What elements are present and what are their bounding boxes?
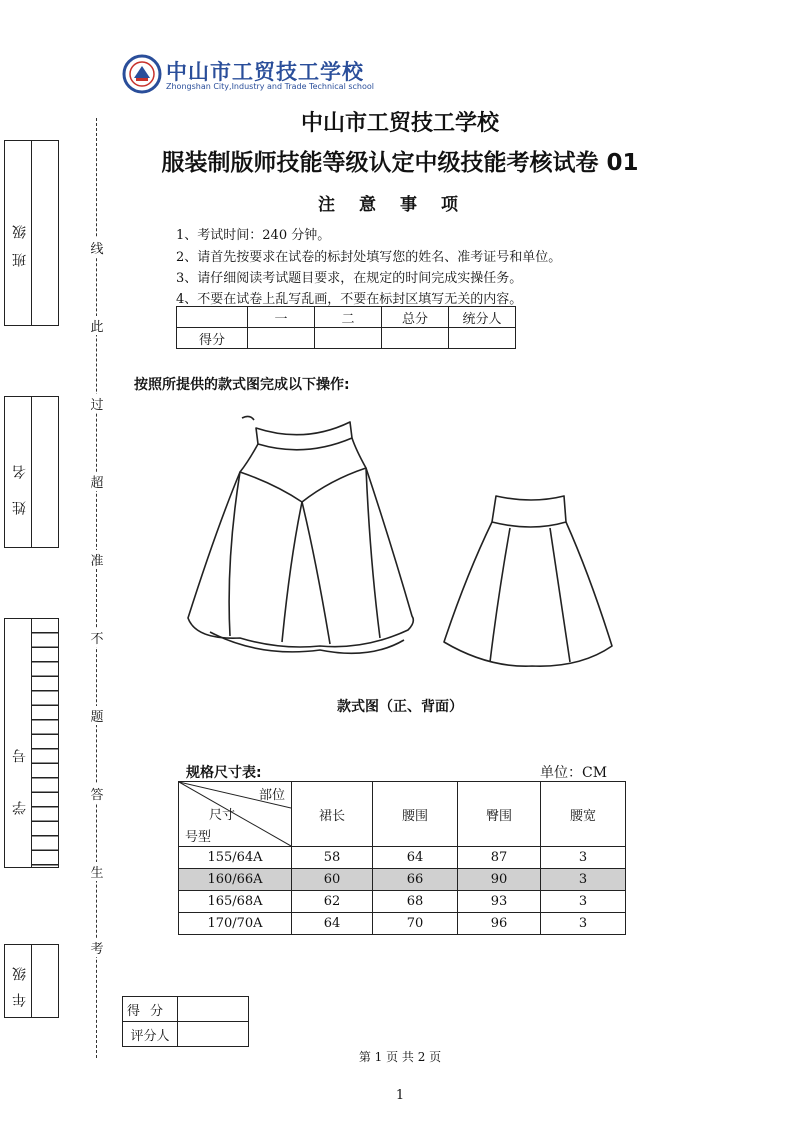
name-label: 姓名: [12, 443, 28, 515]
spec-corner-cell: [179, 782, 292, 847]
score-cell[interactable]: [248, 328, 315, 349]
school-name-en: Zhongshan City,Industry and Trade Technical school: [166, 82, 374, 91]
seal-char: 线: [88, 238, 106, 257]
grading-score-label: 得分: [123, 997, 178, 1022]
spec-value-cell: 3: [541, 891, 626, 913]
spec-model-cell: 170/70A: [179, 913, 292, 935]
spec-value-cell: 66: [373, 869, 458, 891]
seal-char: 题: [88, 706, 106, 725]
name-box: [4, 396, 59, 548]
spec-unit: 单位：CM: [540, 765, 608, 781]
spec-value-cell: 96: [458, 913, 541, 935]
seal-char: 准: [88, 550, 106, 569]
grade-year-box: [4, 944, 59, 1018]
score-header-cell: 二: [315, 307, 382, 328]
skirt-back-illustration: [440, 486, 620, 676]
corner-model-label: 号型: [185, 830, 212, 845]
score-header-cell: 统分人: [449, 307, 516, 328]
score-header-cell: 一: [248, 307, 315, 328]
class-label: 班级: [12, 211, 28, 267]
spec-row: [179, 891, 626, 913]
grading-score-field[interactable]: [178, 997, 249, 1022]
seal-char: 超: [88, 472, 106, 491]
score-table: [176, 306, 516, 349]
corner-size-label: 尺寸: [209, 808, 236, 823]
spec-value-cell: 64: [373, 847, 458, 869]
student-id-box: [4, 618, 59, 868]
school-emblem-icon: [122, 54, 162, 94]
spec-column-header: 臀围: [458, 782, 541, 847]
spec-column-header: 腰围: [373, 782, 458, 847]
student-id-label: 学号: [12, 711, 28, 815]
notice-title: 注意事项: [318, 195, 482, 215]
spec-value-cell: 3: [541, 847, 626, 869]
spec-row: [179, 847, 626, 869]
grading-box: [122, 996, 249, 1047]
spec-value-cell: 62: [292, 891, 373, 913]
spec-value-cell: 90: [458, 869, 541, 891]
page-indicator: 第 1 页 共 2 页: [358, 1050, 442, 1064]
spec-table: [178, 781, 626, 935]
grade-year-label: 年级: [12, 955, 28, 1007]
spec-value-cell: 93: [458, 891, 541, 913]
score-row-label: 得分: [177, 328, 248, 349]
seal-char: 此: [88, 316, 106, 335]
spec-value-cell: 87: [458, 847, 541, 869]
spec-value-cell: 70: [373, 913, 458, 935]
score-cell[interactable]: [315, 328, 382, 349]
spec-value-cell: 60: [292, 869, 373, 891]
spec-model-cell: 155/64A: [179, 847, 292, 869]
spec-header-row: [179, 782, 626, 847]
page-number: 1: [395, 1088, 405, 1103]
score-header-cell: [177, 307, 248, 328]
spec-model-cell: 165/68A: [179, 891, 292, 913]
notice-item: 4、不要在试卷上乱写乱画，不要在标封区填写无关的内容。: [176, 292, 523, 307]
school-logo: [122, 54, 162, 94]
name-field[interactable]: [31, 397, 58, 547]
seal-char: 答: [88, 784, 106, 803]
spec-column-header: 裙长: [292, 782, 373, 847]
notice-item: 1、考试时间：240 分钟。: [176, 228, 331, 243]
score-header-cell: 总分: [382, 307, 449, 328]
page-title: 中山市工贸技工学校: [300, 111, 499, 136]
student-id-grid[interactable]: [31, 619, 58, 867]
corner-part-label: 部位: [258, 788, 285, 803]
grading-grader-field[interactable]: [178, 1022, 249, 1047]
score-table-header: [177, 307, 516, 328]
seal-char: 不: [88, 628, 106, 647]
spec-value-cell: 68: [373, 891, 458, 913]
spec-model-cell: 160/66A: [179, 869, 292, 891]
score-cell[interactable]: [449, 328, 516, 349]
grading-grader-row: [123, 1022, 249, 1047]
notice-item: 3、请仔细阅读考试题目要求，在规定的时间完成实操任务。: [176, 271, 523, 286]
figure-caption: 款式图（正、背面）: [337, 699, 463, 715]
spec-value-cell: 3: [541, 869, 626, 891]
notice-item: 2、请首先按要求在试卷的标封处填写您的姓名、准考证号和单位。: [176, 250, 562, 265]
spec-value-cell: 58: [292, 847, 373, 869]
spec-title: 规格尺寸表:: [186, 765, 262, 781]
score-row: [177, 328, 516, 349]
exam-title: 服装制版师技能等级认定中级技能考核试卷 01: [161, 150, 639, 176]
skirt-front-illustration: [180, 410, 430, 660]
instruction: 按照所提供的款式图完成以下操作:: [134, 377, 350, 393]
spec-row-highlighted: [179, 869, 626, 891]
seal-line: [96, 118, 97, 1058]
spec-value-cell: 64: [292, 913, 373, 935]
score-cell[interactable]: [382, 328, 449, 349]
spec-column-header: 腰宽: [541, 782, 626, 847]
grade-year-field[interactable]: [31, 945, 58, 1017]
grading-score-row: [123, 997, 249, 1022]
school-name-cn: 中山市工贸技工学校: [166, 60, 364, 84]
spec-row: [179, 913, 626, 935]
seal-char: 过: [88, 394, 106, 413]
spec-value-cell: 3: [541, 913, 626, 935]
seal-char: 生: [88, 862, 106, 881]
seal-char: 考: [88, 938, 106, 957]
grading-grader-label: 评分人: [123, 1022, 178, 1047]
